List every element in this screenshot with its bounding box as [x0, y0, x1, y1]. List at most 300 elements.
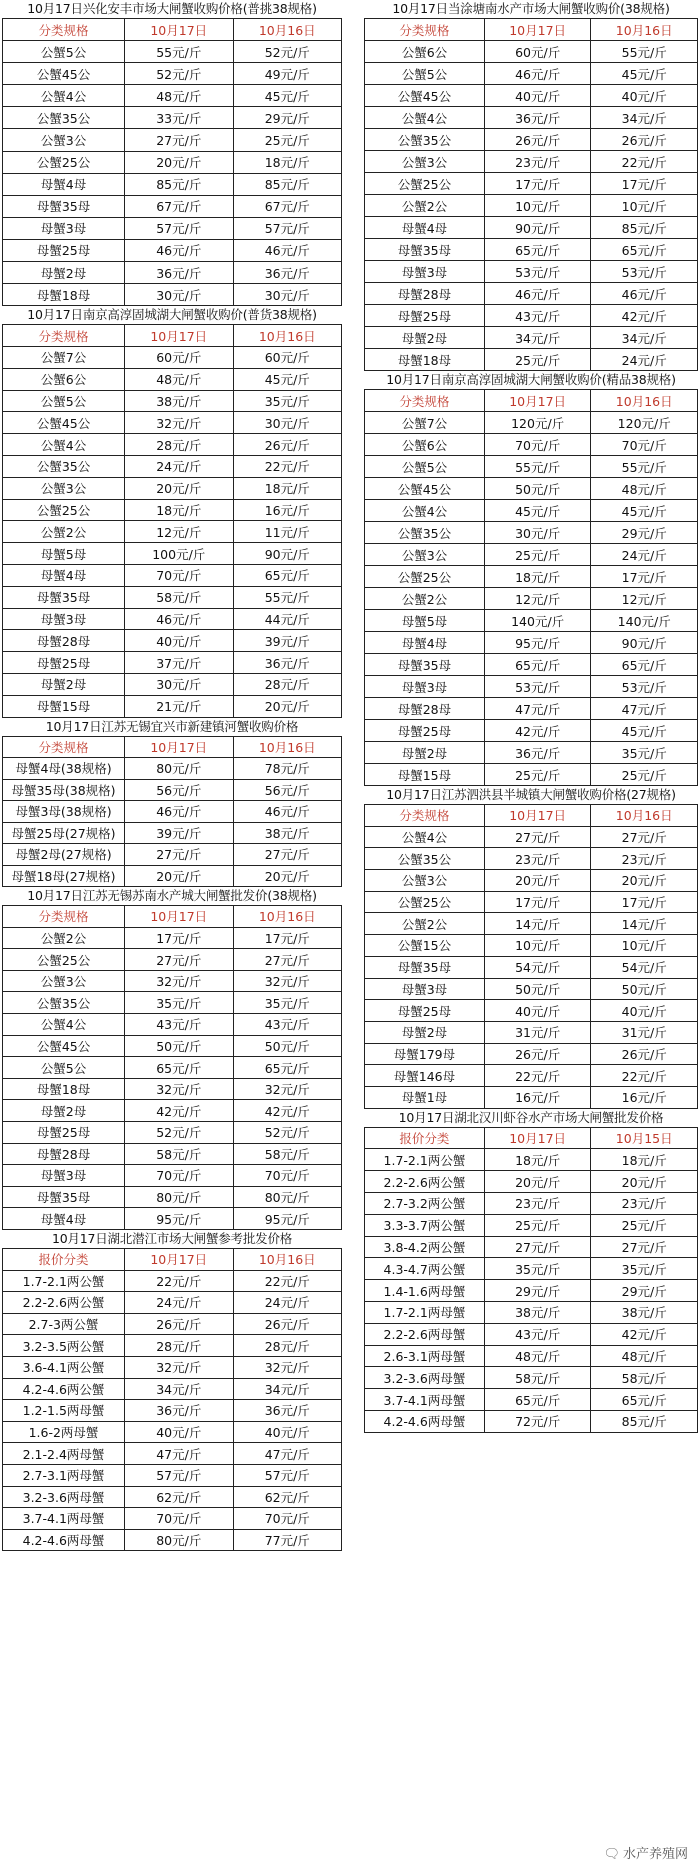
table-row [365, 1410, 698, 1432]
price-cell: 48元/斤 [591, 478, 698, 500]
column-header: 10月17日 [125, 736, 233, 758]
price-cell: 20元/斤 [484, 870, 591, 892]
spec-cell: 母蟹35母 [365, 654, 485, 676]
table-row [365, 434, 698, 456]
table-header-row [3, 325, 342, 347]
table-row [3, 1292, 342, 1314]
table-header-row [365, 19, 698, 41]
price-cell: 28元/斤 [233, 673, 342, 695]
table-header-row [3, 19, 342, 41]
spec-cell: 母蟹18母(27规格) [3, 865, 125, 887]
table-row [365, 283, 698, 305]
table-row [3, 1443, 342, 1465]
price-cell: 38元/斤 [125, 390, 233, 412]
price-cell: 60元/斤 [484, 41, 591, 63]
price-cell: 42元/斤 [484, 720, 591, 742]
price-cell: 32元/斤 [125, 412, 233, 434]
spec-cell: 母蟹35母 [3, 1186, 125, 1208]
table-row [3, 1335, 342, 1357]
table-row [3, 1143, 342, 1165]
column-header: 10月17日 [125, 19, 233, 41]
spec-cell: 母蟹5母 [365, 610, 485, 632]
spec-cell: 母蟹4母 [365, 632, 485, 654]
column-header: 10月15日 [591, 1127, 698, 1149]
table-row [3, 1165, 342, 1187]
price-cell: 48元/斤 [125, 85, 233, 107]
spec-cell: 母蟹28母 [3, 1143, 125, 1165]
price-cell: 45元/斤 [233, 85, 342, 107]
column-header: 分类规格 [365, 19, 485, 41]
table-row [365, 978, 698, 1000]
price-cell: 120元/斤 [484, 412, 591, 434]
block-title: 10月17日兴化安丰市场大闸蟹收购价格(普挑38规格) [27, 1, 317, 16]
table-row [365, 1236, 698, 1258]
price-cell: 60元/斤 [125, 347, 233, 369]
table-header-row [365, 1127, 698, 1149]
price-cell: 34元/斤 [125, 1378, 233, 1400]
price-cell: 54元/斤 [591, 956, 698, 978]
price-cell: 43元/斤 [233, 1014, 342, 1036]
table-row [3, 521, 342, 543]
price-cell: 53元/斤 [484, 676, 591, 698]
spec-cell: 母蟹1母 [365, 1086, 485, 1108]
table-row [3, 1078, 342, 1100]
price-cell: 65元/斤 [591, 1389, 698, 1411]
price-cell: 67元/斤 [233, 195, 342, 217]
price-cell: 18元/斤 [484, 566, 591, 588]
price-cell: 37元/斤 [125, 652, 233, 674]
price-cell: 22元/斤 [125, 1270, 233, 1292]
watermark-text: 水产养殖网 [622, 1847, 688, 1862]
spec-cell: 公蟹35公 [365, 129, 485, 151]
table-row [3, 608, 342, 630]
price-cell: 27元/斤 [484, 826, 591, 848]
price-cell: 25元/斤 [484, 349, 591, 371]
price-cell: 18元/斤 [591, 1149, 698, 1171]
spec-cell: 母蟹3母 [365, 261, 485, 283]
table-row [365, 632, 698, 654]
table-row [3, 564, 342, 586]
price-table [2, 736, 342, 888]
price-cell: 36元/斤 [233, 652, 342, 674]
table-row [365, 63, 698, 85]
price-cell: 22元/斤 [233, 1270, 342, 1292]
price-cell: 24元/斤 [591, 544, 698, 566]
price-cell: 95元/斤 [125, 1208, 233, 1230]
table-row [365, 129, 698, 151]
table-row [365, 1345, 698, 1367]
price-cell: 28元/斤 [125, 434, 233, 456]
table-row [3, 992, 342, 1014]
spec-cell: 公蟹4公 [3, 1014, 125, 1036]
spec-cell: 公蟹6公 [3, 368, 125, 390]
price-cell: 53元/斤 [591, 676, 698, 698]
table-row [3, 347, 342, 369]
table-row [365, 1171, 698, 1193]
price-cell: 46元/斤 [233, 239, 342, 261]
table-row [3, 1122, 342, 1144]
table-row [365, 239, 698, 261]
table-row [365, 913, 698, 935]
price-cell: 90元/斤 [591, 632, 698, 654]
block-title: 10月17日江苏泗洪县半城镇大闸蟹收购价格(27规格) [386, 787, 676, 802]
price-cell: 32元/斤 [233, 1078, 342, 1100]
spec-cell: 2.2-2.6两母蟹 [365, 1323, 485, 1345]
price-cell: 30元/斤 [484, 522, 591, 544]
spec-cell: 母蟹3母 [365, 676, 485, 698]
table-row [365, 1302, 698, 1324]
spec-cell: 公蟹2公 [365, 588, 485, 610]
spec-cell: 母蟹28母 [365, 283, 485, 305]
spec-cell: 4.2-4.6两公蟹 [3, 1378, 125, 1400]
table-row [3, 822, 342, 844]
price-cell: 25元/斤 [591, 1214, 698, 1236]
price-cell: 53元/斤 [591, 261, 698, 283]
price-cell: 36元/斤 [484, 107, 591, 129]
price-cell: 29元/斤 [591, 522, 698, 544]
spec-cell: 母蟹18母 [3, 284, 125, 306]
spec-cell: 母蟹2母 [3, 1100, 125, 1122]
spec-cell: 公蟹7公 [365, 412, 485, 434]
price-cell: 80元/斤 [125, 758, 233, 780]
price-block-b4 [2, 887, 342, 1230]
spec-cell: 公蟹4公 [365, 500, 485, 522]
price-cell: 32元/斤 [125, 1356, 233, 1378]
price-cell: 46元/斤 [484, 283, 591, 305]
price-cell: 39元/斤 [233, 630, 342, 652]
table-row [365, 85, 698, 107]
column-header: 10月16日 [591, 390, 698, 412]
spec-cell: 公蟹45公 [3, 1035, 125, 1057]
price-cell: 35元/斤 [125, 992, 233, 1014]
price-cell: 43元/斤 [484, 1323, 591, 1345]
table-row [365, 151, 698, 173]
spec-cell: 母蟹18母 [365, 349, 485, 371]
price-cell: 40元/斤 [484, 1000, 591, 1022]
table-header-row [3, 906, 342, 928]
price-cell: 58元/斤 [125, 586, 233, 608]
table-row [365, 870, 698, 892]
table-row [365, 891, 698, 913]
table-header-row [3, 1248, 342, 1270]
spec-cell: 公蟹45公 [3, 412, 125, 434]
table-row [365, 1000, 698, 1022]
price-cell: 72元/斤 [484, 1410, 591, 1432]
spec-cell: 母蟹35母(38规格) [3, 779, 125, 801]
table-row [3, 695, 342, 717]
spec-cell: 公蟹4公 [3, 434, 125, 456]
price-cell: 25元/斤 [484, 1214, 591, 1236]
price-cell: 47元/斤 [591, 698, 698, 720]
spec-cell: 母蟹146母 [365, 1065, 485, 1087]
spec-cell: 1.7-2.1两母蟹 [365, 1302, 485, 1324]
table-row [365, 41, 698, 63]
spec-cell: 3.8-4.2两公蟹 [365, 1236, 485, 1258]
spec-cell: 母蟹2母 [3, 673, 125, 695]
block-title: 10月17日江苏无锡苏南水产城大闸蟹批发价(38规格) [27, 888, 317, 904]
block-title: 10月17日湖北汉川虾谷水产市场大闸蟹批发价格 [398, 1109, 664, 1125]
spec-cell: 母蟹3母(38规格) [3, 801, 125, 823]
price-cell: 52元/斤 [125, 63, 233, 85]
price-cell: 18元/斤 [233, 477, 342, 499]
price-cell: 46元/斤 [484, 63, 591, 85]
table-row [3, 1508, 342, 1530]
price-cell: 70元/斤 [125, 564, 233, 586]
price-cell: 47元/斤 [484, 698, 591, 720]
table-row [3, 586, 342, 608]
spec-cell: 母蟹25母 [365, 1000, 485, 1022]
price-cell: 35元/斤 [484, 1258, 591, 1280]
price-cell: 42元/斤 [591, 305, 698, 327]
price-cell: 17元/斤 [233, 927, 342, 949]
spec-cell: 母蟹3母 [3, 608, 125, 630]
table-row [3, 927, 342, 949]
spec-cell: 公蟹5公 [3, 390, 125, 412]
price-cell: 27元/斤 [125, 844, 233, 866]
price-cell: 20元/斤 [591, 1171, 698, 1193]
price-block-b5 [2, 1230, 342, 1551]
spec-cell: 公蟹35公 [3, 992, 125, 1014]
price-cell: 22元/斤 [591, 1065, 698, 1087]
price-cell: 95元/斤 [484, 632, 591, 654]
table-row [3, 1270, 342, 1292]
table-row [3, 434, 342, 456]
price-cell: 29元/斤 [591, 1280, 698, 1302]
price-cell: 27元/斤 [125, 129, 233, 151]
table-row [365, 544, 698, 566]
price-cell: 35元/斤 [591, 1258, 698, 1280]
price-cell: 32元/斤 [125, 1078, 233, 1100]
column-header: 报价分类 [3, 1248, 125, 1270]
spec-cell: 公蟹35公 [3, 107, 125, 129]
table-row [3, 801, 342, 823]
price-cell: 58元/斤 [591, 1367, 698, 1389]
spec-cell: 1.4-1.6两母蟹 [365, 1280, 485, 1302]
price-cell: 10元/斤 [591, 195, 698, 217]
spec-cell: 母蟹25母 [365, 720, 485, 742]
price-cell: 57元/斤 [125, 217, 233, 239]
price-table [2, 18, 342, 306]
table-row [365, 1367, 698, 1389]
table-row [3, 368, 342, 390]
price-cell: 50元/斤 [484, 978, 591, 1000]
price-cell: 20元/斤 [484, 1171, 591, 1193]
table-row [3, 1313, 342, 1335]
spec-cell: 母蟹3母 [365, 978, 485, 1000]
price-cell: 34元/斤 [591, 107, 698, 129]
price-cell: 67元/斤 [125, 195, 233, 217]
price-cell: 30元/斤 [125, 284, 233, 306]
table-row [3, 630, 342, 652]
price-cell: 20元/斤 [125, 151, 233, 173]
column-header: 分类规格 [3, 736, 125, 758]
price-cell: 80元/斤 [233, 1186, 342, 1208]
table-row [3, 1400, 342, 1422]
spec-cell: 公蟹45公 [365, 478, 485, 500]
spec-cell: 母蟹4母(38规格) [3, 758, 125, 780]
price-cell: 34元/斤 [233, 1378, 342, 1400]
price-cell: 50元/斤 [233, 1035, 342, 1057]
price-cell: 56元/斤 [233, 779, 342, 801]
spec-cell: 2.1-2.4两母蟹 [3, 1443, 125, 1465]
table-row [3, 499, 342, 521]
price-cell: 35元/斤 [233, 992, 342, 1014]
price-cell: 85元/斤 [233, 173, 342, 195]
column-header: 10月17日 [484, 1127, 591, 1149]
spec-cell: 2.2-2.6两公蟹 [3, 1292, 125, 1314]
price-cell: 40元/斤 [591, 85, 698, 107]
table-row [365, 588, 698, 610]
spec-cell: 公蟹5公 [365, 456, 485, 478]
price-table [364, 1127, 698, 1433]
spec-cell: 母蟹25母 [3, 1122, 125, 1144]
price-cell: 26元/斤 [233, 1313, 342, 1335]
price-cell: 62元/斤 [233, 1486, 342, 1508]
price-cell: 85元/斤 [125, 173, 233, 195]
price-cell: 40元/斤 [484, 85, 591, 107]
price-cell: 120元/斤 [591, 412, 698, 434]
table-row [3, 129, 342, 151]
spec-cell: 公蟹3公 [3, 477, 125, 499]
price-cell: 56元/斤 [125, 779, 233, 801]
column-header: 10月17日 [484, 19, 591, 41]
table-row [365, 956, 698, 978]
table-row [3, 844, 342, 866]
price-cell: 20元/斤 [233, 695, 342, 717]
spec-cell: 3.6-4.1两公蟹 [3, 1356, 125, 1378]
price-cell: 29元/斤 [484, 1280, 591, 1302]
price-cell: 11元/斤 [233, 521, 342, 543]
price-cell: 25元/斤 [484, 544, 591, 566]
spec-cell: 公蟹25公 [365, 566, 485, 588]
spec-cell: 母蟹2母 [3, 262, 125, 284]
column-header: 分类规格 [365, 805, 485, 827]
spec-cell: 4.2-4.6两母蟹 [365, 1410, 485, 1432]
price-cell: 80元/斤 [125, 1529, 233, 1551]
price-cell: 25元/斤 [233, 129, 342, 151]
price-cell: 39元/斤 [125, 822, 233, 844]
price-cell: 70元/斤 [233, 1508, 342, 1530]
price-cell: 40元/斤 [591, 1000, 698, 1022]
price-cell: 20元/斤 [591, 870, 698, 892]
column-header: 10月16日 [233, 19, 342, 41]
table-row [3, 1529, 342, 1551]
spec-cell: 4.3-4.7两公蟹 [365, 1258, 485, 1280]
price-cell: 42元/斤 [233, 1100, 342, 1122]
price-cell: 70元/斤 [591, 434, 698, 456]
spec-cell: 母蟹3母 [3, 217, 125, 239]
price-cell: 22元/斤 [484, 1065, 591, 1087]
price-cell: 10元/斤 [484, 195, 591, 217]
spec-cell: 公蟹45公 [365, 85, 485, 107]
spec-cell: 公蟹25公 [3, 499, 125, 521]
column-header: 分类规格 [3, 19, 125, 41]
spec-cell: 公蟹3公 [365, 870, 485, 892]
price-cell: 43元/斤 [484, 305, 591, 327]
price-cell: 45元/斤 [591, 63, 698, 85]
table-header-row [365, 805, 698, 827]
table-row [3, 758, 342, 780]
spec-cell: 公蟹6公 [365, 41, 485, 63]
price-cell: 27元/斤 [125, 949, 233, 971]
table-row [3, 477, 342, 499]
spec-cell: 母蟹25母 [3, 652, 125, 674]
price-cell: 27元/斤 [591, 826, 698, 848]
table-row [365, 935, 698, 957]
price-cell: 23元/斤 [484, 848, 591, 870]
price-cell: 49元/斤 [233, 63, 342, 85]
price-cell: 55元/斤 [591, 456, 698, 478]
price-cell: 24元/斤 [125, 456, 233, 478]
price-cell: 52元/斤 [233, 1122, 342, 1144]
table-row [365, 349, 698, 371]
spec-cell: 公蟹2公 [365, 195, 485, 217]
price-cell: 30元/斤 [233, 284, 342, 306]
price-cell: 21元/斤 [125, 695, 233, 717]
left-column [2, 0, 342, 1551]
spec-cell: 3.2-3.5两公蟹 [3, 1335, 125, 1357]
price-cell: 30元/斤 [125, 673, 233, 695]
spec-cell: 公蟹3公 [3, 129, 125, 151]
spec-cell: 公蟹4公 [365, 826, 485, 848]
price-cell: 48元/斤 [125, 368, 233, 390]
price-cell: 17元/斤 [591, 566, 698, 588]
column-header: 分类规格 [3, 906, 125, 928]
spec-cell: 公蟹25公 [3, 949, 125, 971]
price-cell: 20元/斤 [233, 865, 342, 887]
watermark [603, 1843, 688, 1862]
price-cell: 65元/斤 [484, 654, 591, 676]
table-row [365, 456, 698, 478]
price-table [2, 324, 342, 717]
table-row [365, 610, 698, 632]
table-row [3, 1464, 342, 1486]
table-row [3, 173, 342, 195]
price-cell: 26元/斤 [233, 434, 342, 456]
price-cell: 65元/斤 [233, 564, 342, 586]
price-block-b3 [2, 718, 342, 888]
price-cell: 36元/斤 [125, 262, 233, 284]
price-cell: 46元/斤 [125, 801, 233, 823]
price-cell: 52元/斤 [125, 1122, 233, 1144]
table-row [365, 720, 698, 742]
block-title: 10月17日湖北潜江市场大闸蟹参考批发价格 [51, 1230, 293, 1246]
price-cell: 17元/斤 [591, 173, 698, 195]
table-row [365, 676, 698, 698]
price-cell: 27元/斤 [233, 844, 342, 866]
price-cell: 55元/斤 [125, 41, 233, 63]
table-row [365, 261, 698, 283]
price-cell: 42元/斤 [591, 1323, 698, 1345]
price-cell: 43元/斤 [125, 1014, 233, 1036]
price-cell: 58元/斤 [233, 1143, 342, 1165]
price-cell: 53元/斤 [484, 261, 591, 283]
table-row [365, 1193, 698, 1215]
table-row [365, 173, 698, 195]
price-cell: 23元/斤 [591, 1193, 698, 1215]
price-table [2, 1248, 342, 1551]
price-block-b2 [2, 306, 342, 717]
price-cell: 40元/斤 [125, 630, 233, 652]
table-row [3, 970, 342, 992]
price-cell: 10元/斤 [591, 935, 698, 957]
price-cell: 25元/斤 [484, 764, 591, 786]
spec-cell: 母蟹35母 [365, 956, 485, 978]
spec-cell: 母蟹2母(27规格) [3, 844, 125, 866]
table-row [3, 1186, 342, 1208]
price-cell: 25元/斤 [591, 764, 698, 786]
price-cell: 38元/斤 [233, 822, 342, 844]
